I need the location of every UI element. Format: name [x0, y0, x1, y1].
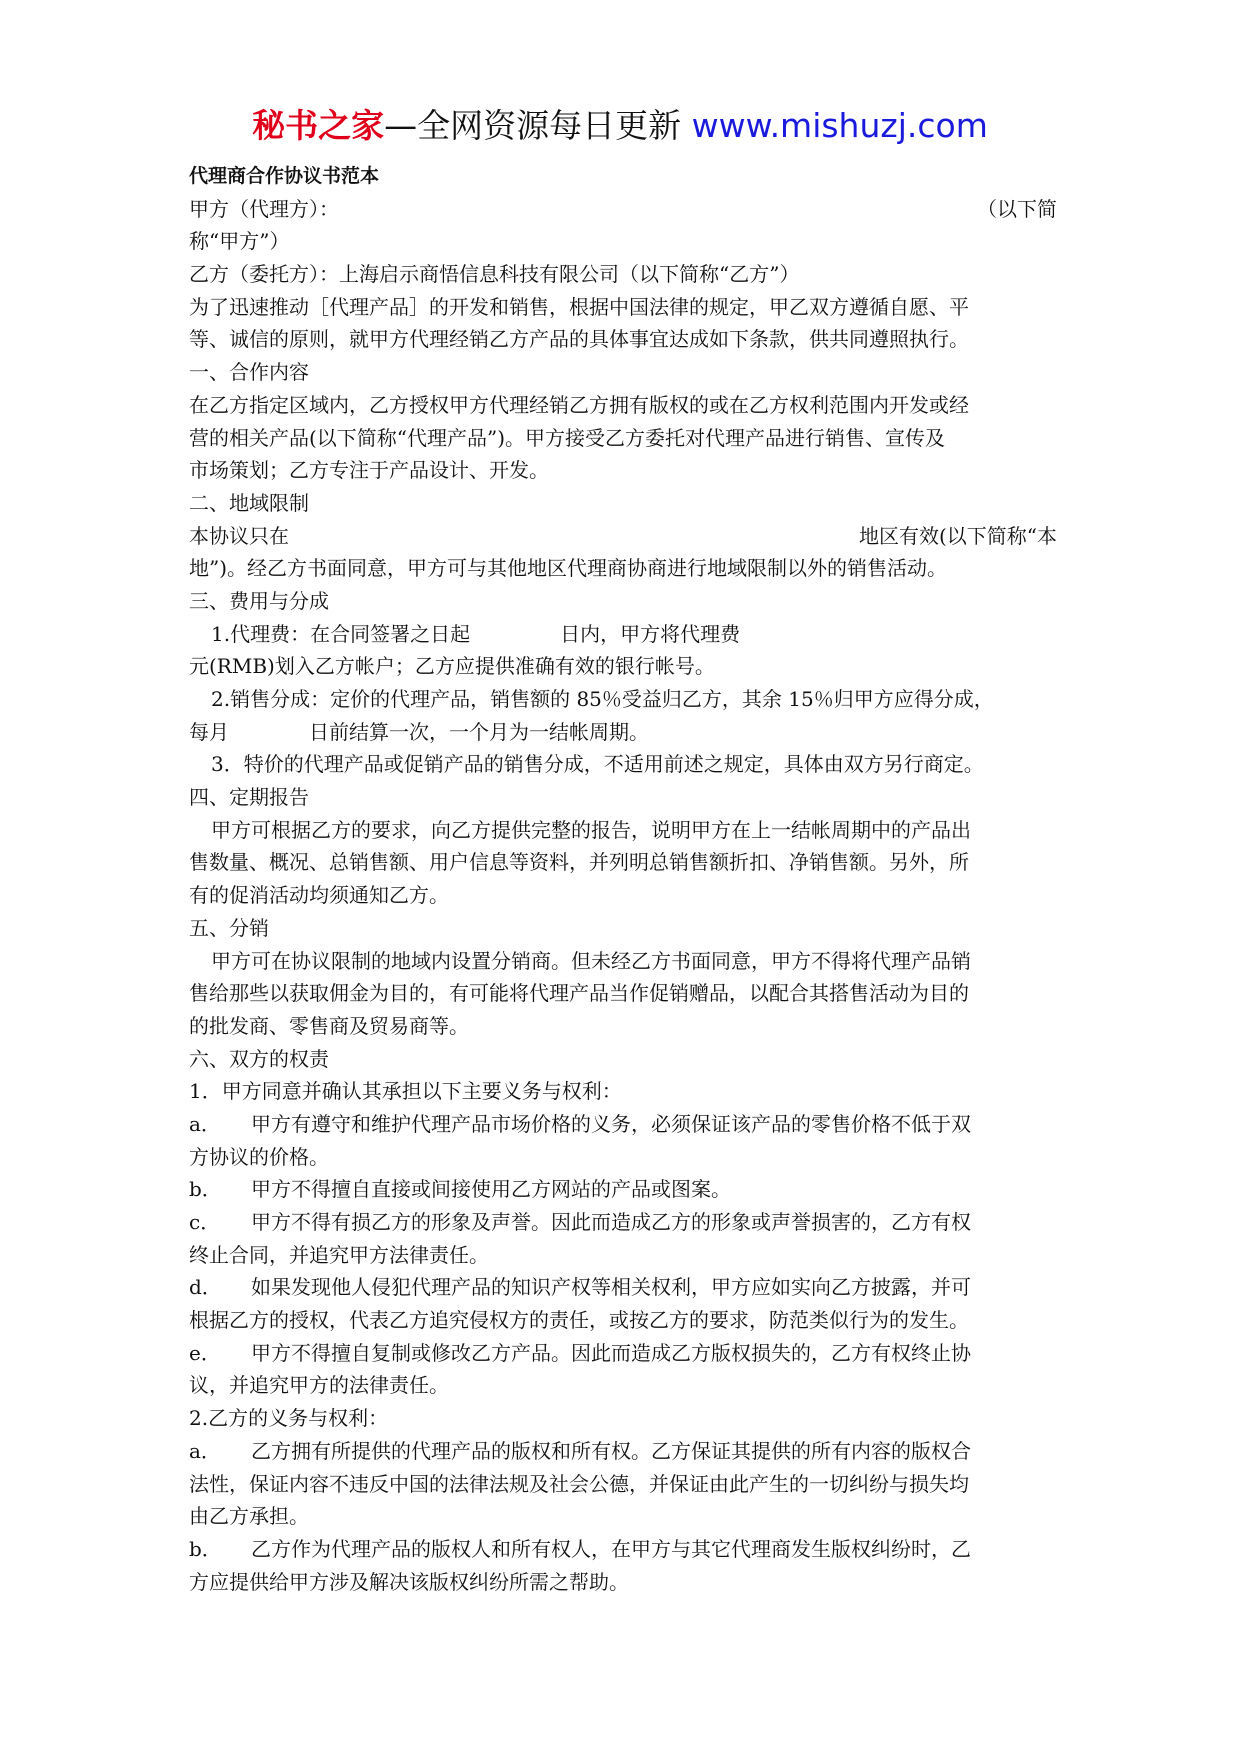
text-line: 根据乙方的授权，代表乙方追究侵权方的责任，或按乙方的要求，防范类似行为的发生。: [189, 1308, 969, 1333]
party-a-label: 甲方（代理方）：: [189, 196, 339, 221]
list-item: [189, 1435, 1057, 1468]
list-item: [189, 1533, 1057, 1566]
list-marker: b．: [189, 1536, 222, 1561]
text-line: 由乙方承担。: [189, 1504, 309, 1529]
text-line: 为了迅速推动［代理产品］的开发和销售，根据中国法律的规定，甲乙双方遵循自愿、平: [189, 294, 969, 319]
party-a-abbr: （以下简: [977, 196, 1057, 221]
text-line: 元(RMB)划入乙方帐户；乙方应提供准确有效的银行帐号。: [189, 654, 715, 679]
document-body: [189, 160, 1057, 1598]
text-line: 市场策划；乙方专注于产品设计、开发。: [189, 458, 549, 483]
site-url[interactable]: www.mishuzj.com: [691, 106, 988, 145]
brand-name: 秘书之家: [252, 106, 385, 145]
document-title: 代理商合作协议书范本: [189, 165, 380, 187]
section-heading: 一、合作内容: [189, 360, 309, 385]
list-item: [189, 1271, 1057, 1304]
text-line: 甲方可在协议限制的地域内设置分销商。但未经乙方书面同意，甲方不得将代理产品销: [211, 948, 971, 973]
text-line: 有的促消活动均须通知乙方。: [189, 883, 449, 908]
list-marker: a．: [189, 1438, 221, 1463]
region-suffix: 地区有效(以下简称“本: [858, 523, 1057, 548]
list-text: 甲方不得擅自复制或修改乙方产品。因此而造成乙方版权损失的，乙方有权终止协: [251, 1340, 971, 1365]
text-line: 1．甲方同意并确认其承担以下主要义务与权利：: [189, 1079, 622, 1104]
section-heading: 二、地域限制: [189, 490, 309, 515]
settlement-line: [189, 716, 1057, 749]
text-line: 法性，保证内容不违反中国的法律法规及社会公德，并保证由此产生的一切纠纷与损失均: [189, 1471, 969, 1496]
list-marker: d．: [189, 1275, 222, 1300]
list-text: 如果发现他人侵犯代理产品的知识产权等相关权利，甲方应如实向乙方披露，并可: [251, 1275, 971, 1300]
text-line: 方协议的价格。: [189, 1144, 329, 1169]
header-banner: [0, 98, 1240, 154]
text-line: 3．特价的代理产品或促销产品的销售分成，不适用前述之规定，具体由双方另行商定。: [211, 752, 984, 777]
text-line: 售给那些以获取佣金为目的，有可能将代理产品当作促销赠品，以配合其搭售活动为目的: [189, 981, 969, 1006]
region-prefix: 本协议只在: [189, 523, 289, 548]
text-line: 终止合同，并追究甲方法律责任。: [189, 1242, 489, 1267]
list-text: 甲方有遵守和维护代理产品市场价格的义务，必须保证该产品的零售价格不低于双: [251, 1111, 971, 1136]
list-marker: b．: [189, 1177, 222, 1202]
list-item: [189, 1173, 1057, 1206]
fee-line: [189, 618, 1057, 651]
list-text: 乙方拥有所提供的代理产品的版权和所有权。乙方保证其提供的所有内容的版权合: [251, 1438, 971, 1463]
list-item: [189, 1206, 1057, 1239]
party-a-line: [189, 193, 1057, 226]
section-heading: 四、定期报告: [189, 785, 309, 810]
banner-slogan: —全网资源每日更新: [384, 106, 682, 145]
list-item: [189, 1337, 1057, 1370]
text-line: 营的相关产品(以下简称“代理产品”)。甲方接受乙方委托对代理产品进行销售、宣传及: [189, 425, 946, 450]
text-line: 地”)。经乙方书面同意，甲方可与其他地区代理商协商进行地域限制以外的销售活动。: [189, 556, 948, 581]
settlement-prefix: 每月: [189, 719, 229, 744]
list-item: [189, 1108, 1057, 1141]
region-line: [189, 520, 1057, 553]
list-marker: a．: [189, 1111, 221, 1136]
list-marker: e．: [189, 1340, 221, 1365]
list-marker: c．: [189, 1210, 221, 1234]
text-line: 等、诚信的原则，就甲方代理经销乙方产品的具体事宜达成如下条款，供共同遵照执行。: [189, 327, 969, 352]
section-heading: 六、双方的权责: [189, 1046, 329, 1071]
party-b-line: 乙方（委托方）：上海启示商悟信息科技有限公司（以下简称“乙方”）: [189, 262, 800, 287]
section-heading: 三、费用与分成: [189, 588, 329, 613]
fee-prefix: 1.代理费：在合同签署之日起: [211, 621, 471, 646]
text-line: 议，并追究甲方的法律责任。: [189, 1373, 449, 1398]
text-line: 称“甲方”）: [189, 229, 290, 254]
settlement-suffix: 日前结算一次，一个月为一结帐周期。: [309, 719, 649, 744]
text-line: 方应提供给甲方涉及解决该版权纠纷所需之帮助。: [189, 1569, 629, 1594]
list-text: 甲方不得有损乙方的形象及声誉。因此而造成乙方的形象或声誉损害的，乙方有权: [251, 1210, 971, 1234]
text-line: 售数量、概况、总销售额、用户信息等资料，并列明总销售额折扣、净销售额。另外，所: [189, 850, 969, 875]
text-line: 的批发商、零售商及贸易商等。: [189, 1013, 469, 1038]
text-line: 2.乙方的义务与权利：: [189, 1406, 389, 1431]
fee-suffix: 日内，甲方将代理费: [560, 621, 741, 646]
text-line: 甲方可根据乙方的要求，向乙方提供完整的报告，说明甲方在上一结帐周期中的产品出: [211, 817, 971, 842]
text-line: 在乙方指定区域内，乙方授权甲方代理经销乙方拥有版权的或在乙方权利范围内开发或经: [189, 392, 969, 417]
list-text: 甲方不得擅自直接或间接使用乙方网站的产品或图案。: [251, 1177, 731, 1202]
section-heading: 五、分销: [189, 915, 269, 940]
text-line: 2.销售分成：定价的代理产品，销售额的 85％受益归乙方，其余 15％归甲方应得分成，: [211, 687, 994, 711]
list-text: 乙方作为代理产品的版权人和所有权人，在甲方与其它代理商发生版权纠纷时，乙: [251, 1536, 971, 1561]
